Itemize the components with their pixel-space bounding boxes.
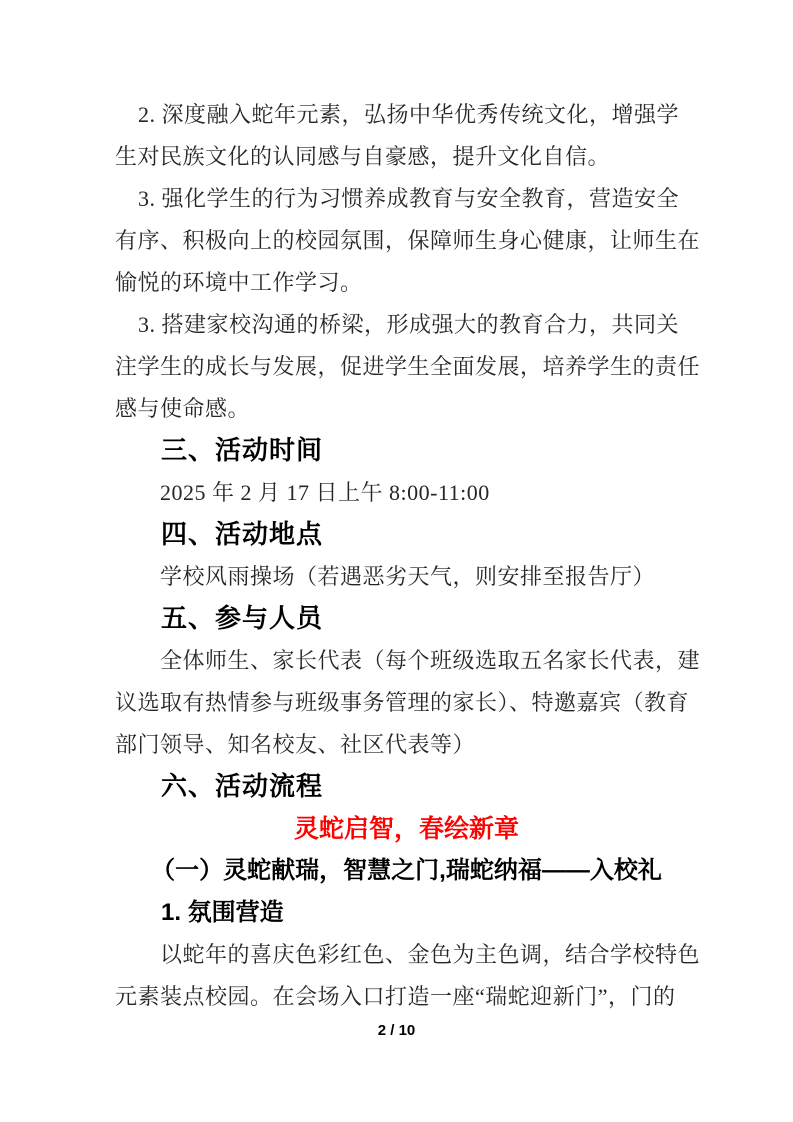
subsection-title-entry-ceremony: （一）灵蛇献瑞，智慧之门,瑞蛇纳福——入校礼	[151, 857, 662, 884]
page-number: 2 / 10	[377, 1022, 416, 1039]
theme-title: 灵蛇启智，春绘新章	[293, 815, 519, 843]
body-line: 愉悦的环境中工作学习。	[115, 270, 363, 295]
body-line: 感与使命感。	[115, 396, 251, 421]
body-line: 以蛇年的喜庆色彩红色、金色为主色调，结合学校特色	[160, 942, 701, 967]
body-line: 注学生的成长与发展，促进学生全面发展，培养学生的责任	[115, 354, 701, 379]
heading-atmosphere-creation: 1. 氛围营造	[161, 899, 284, 926]
body-line: 3. 搭建家校沟通的桥梁，形成强大的教育合力，共同关	[138, 312, 680, 337]
heading-activity-location: 四、活动地点	[161, 520, 324, 549]
heading-activity-time: 三、活动时间	[161, 436, 324, 465]
body-line: 2. 深度融入蛇年元素，弘扬中华优秀传统文化，增强学	[138, 102, 680, 127]
activity-time-value: 2025 年 2 月 17 日上午 8:00-11:00	[160, 480, 490, 505]
body-line: 全体师生、家长代表（每个班级选取五名家长代表，建	[160, 648, 701, 673]
body-line: 3. 强化学生的行为习惯养成教育与安全教育，营造安全	[138, 186, 680, 211]
body-line: 议选取有热情参与班级事务管理的家长）、特邀嘉宾（教育	[115, 690, 690, 715]
body-line: 元素装点校园。在会场入口打造一座“瑞蛇迎新门”，门的	[115, 984, 676, 1009]
body-line: 有序、积极向上的校园氛围，保障师生身心健康，让师生在	[115, 228, 701, 253]
activity-location-value: 学校风雨操场（若遇恶劣天气，则安排至报告厅）	[160, 564, 656, 589]
body-line: 生对民族文化的认同感与自豪感，提升文化自信。	[115, 144, 611, 169]
body-line: 部门领导、知名校友、社区代表等）	[115, 732, 476, 757]
heading-participants: 五、参与人员	[161, 604, 324, 633]
heading-activity-process: 六、活动流程	[161, 772, 324, 801]
